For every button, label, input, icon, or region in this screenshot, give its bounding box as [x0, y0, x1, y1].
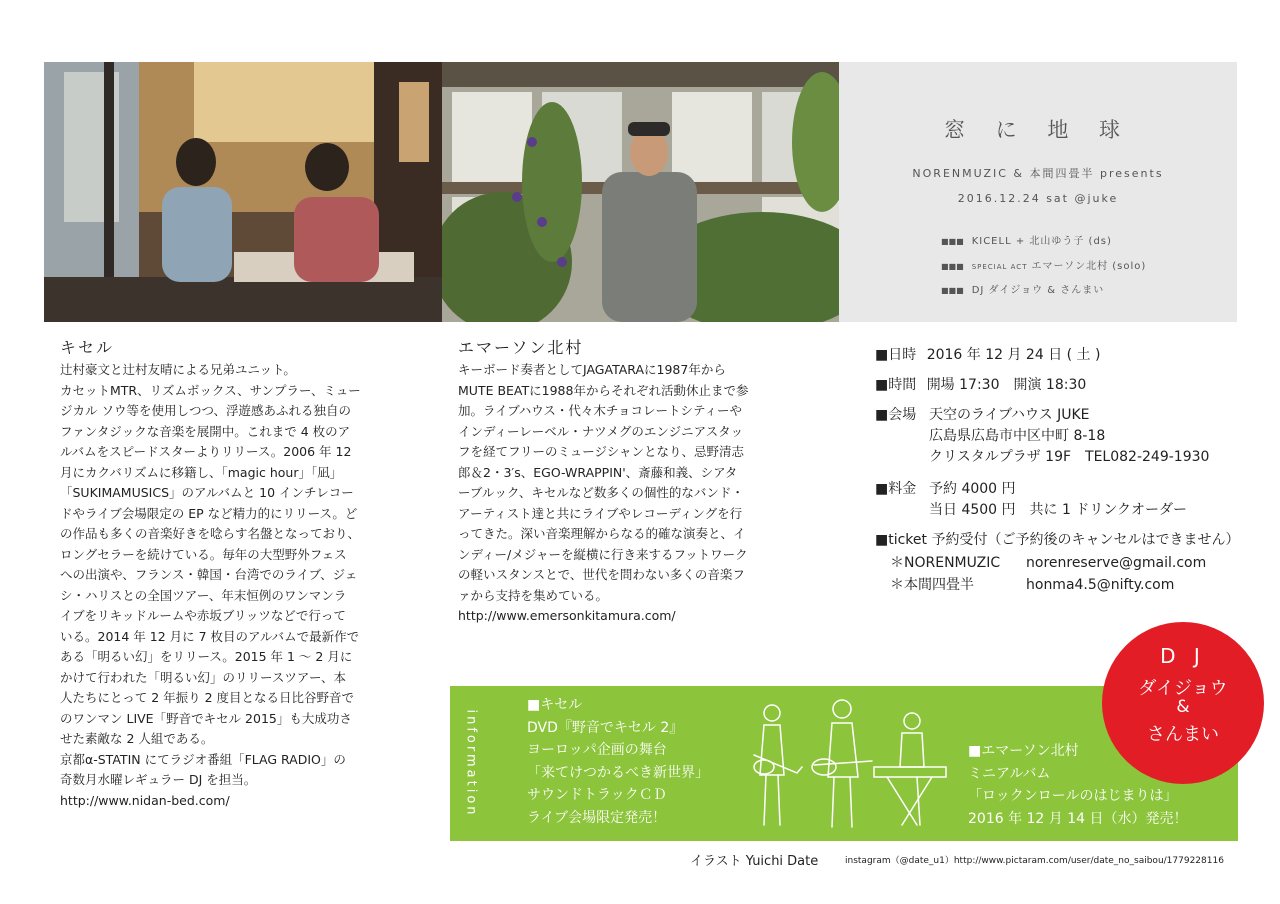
emerson-bio-line: http://www.emersonkitamura.com/ [458, 608, 676, 623]
kicell-heading: キセル [60, 338, 115, 357]
lineup-item [941, 281, 1104, 296]
ticket-contact-name: ＊NORENMUZIC [890, 555, 1001, 571]
kicell-bio-line: 京都α-STATIN にてラジオ番組「FLAG RADIO」の [60, 751, 346, 767]
dj-title: D J [1160, 644, 1206, 668]
info-kicell [527, 694, 709, 829]
information-label [453, 686, 489, 841]
kicell-bio-line: のワンマン LIVE「野音でキセル 2015」も大成功さ [60, 710, 352, 726]
kicell-bio-line: ロングセラーを続けている。毎年の大型野外フェス [60, 546, 347, 562]
kicell-bio-line: イブをリキッドルームや赤坂ブリッツなどで行って [60, 608, 346, 623]
emerson-bio-line: キーボード奏者としてJAGATARAに1987年から [458, 362, 726, 377]
lineup-item [941, 257, 1146, 272]
lineup-marker: ■■■ [941, 262, 964, 271]
lineup-act: エマーソン北村 (solo) [1031, 261, 1147, 272]
emerson-bio-line: 加。ライブハウス・代々木チョコレートシティーや [458, 403, 743, 418]
time-value: 開場 17:30 開演 18:30 [926, 377, 1087, 393]
time-label: ■時間 [875, 377, 917, 393]
kicell-bio-line: の作品も多くの音楽好きを唸らす名盤となっており、 [60, 526, 361, 541]
kicell-bio-line: 月にカクバリズムに移籍し、「magic hour」「凪」 [60, 464, 343, 480]
detail-time [875, 375, 1086, 396]
kicell-bio-line: 「SUKIMAMUSICS」のアルバムと 10 インチレコー [60, 485, 354, 500]
lineup-item [941, 232, 1112, 247]
info-emerson-line: ■エマーソン北村 [968, 743, 1079, 759]
price-line: 予約 4000 円 [929, 481, 1016, 497]
kicell-bio-line: ある「明るい幻」をリリース。2015 年 1 ～ 2 月に [60, 649, 353, 664]
ticket-contact [890, 553, 1206, 574]
emerson-bio-line: アーティスト達と共にライブやレコーディングを行 [458, 505, 743, 521]
title-panel [839, 62, 1237, 322]
emerson-bio-line: インディーレーベル・ナツメグのエンジニアスタッ [458, 423, 744, 439]
info-kicell-line: DVD『野音でキセル 2』 [527, 719, 684, 736]
emerson-heading: エマーソン北村 [458, 338, 584, 357]
kicell-photo [44, 62, 442, 322]
emerson-bio-line: 郎＆2・3′s、EGO-WRAPPIN'、斎藤和義、シアタ [458, 464, 738, 480]
ticket-contact [890, 575, 1174, 596]
ticket-contact-name: ＊本間四畳半 [890, 577, 974, 593]
lineup-act: DJ ダイジョウ & さんまい [971, 285, 1105, 296]
info-kicell-line: ■キセル [527, 697, 583, 713]
emerson-bio-line: の軽いスタンスとで、世代を問わない多くの音楽フ [458, 567, 745, 582]
info-kicell-line: 「来てけつかるべき新世界」 [527, 764, 709, 781]
price-line: 当日 4500 円 共に 1 ドリンクオーダー [929, 502, 1188, 518]
info-emerson-line: 2016 年 12 月 14 日（水）発売！ [968, 810, 1188, 827]
detail-date [875, 345, 1100, 366]
date-label: ■日時 [875, 347, 917, 363]
emerson-bio-line: MUTE BEATに1988年からそれぞれ活動休止まで参 [458, 382, 749, 398]
detail-price-label: ■料金 [875, 481, 917, 497]
kicell-bio-line: への出演や、フランス・韓国・台湾でのライブ、ジェ [60, 567, 358, 582]
lineup-marker: ■■■ [941, 237, 964, 246]
emerson-bio-line: ーブルック、キセルなど数多くの個性的なバンド・ [458, 485, 744, 500]
event-title: 窓 に 地 球 [943, 118, 1133, 142]
lineup-prefix: SPECIAL ACT [971, 263, 1028, 271]
venue-line: 広島県広島市中区中町 8-18 [929, 428, 1106, 444]
information-label-text: information [463, 709, 479, 818]
kicell-bio-line: カセットMTR、リズムボックス、サンプラー、ミュー [60, 382, 361, 398]
kicell-bio-line: かけて行われた「明るい幻」のリリースツアー、本 [60, 669, 347, 685]
info-kicell-line: ライブ会場限定発売！ [527, 809, 667, 826]
ticket-contact-email[interactable]: norenreserve@gmail.com [1026, 555, 1207, 571]
kicell-bio-line: 奇数月水曜レギュラー DJ を担当。 [60, 772, 257, 787]
kicell-bio [60, 360, 361, 811]
date-value: 2016 年 12 月 24 日 ( 土 ) [926, 347, 1101, 363]
emerson-bio-line: ってきた。深い音楽理解からなる的確な演奏と、イ [458, 526, 746, 541]
ticket-line: ■ticket 予約受付（ご予約後のキャンセルはできません） [875, 532, 1240, 548]
presenters: NORENMUZIC & 本間四畳半 presents [912, 167, 1164, 180]
emerson-bio-line: ァから支持を集めている。 [458, 587, 609, 603]
kicell-bio-line: ドやライブ会場限定の EP など精力的にリリース。ど [60, 505, 358, 521]
emerson-bio-line: ンディー/メジャーを縦横に行き来するフットワーク [458, 546, 748, 562]
instagram-credit[interactable]: instagram（@date_u1）http://www.pictaram.com/user/date_no_saibou/1779228116 [845, 856, 1224, 866]
band-illustration [742, 695, 952, 835]
lineup-marker: ■■■ [941, 286, 964, 295]
emerson-photo [442, 62, 839, 322]
detail-venue-label: ■会場 [875, 407, 917, 423]
event-date-venue: 2016.12.24 sat @juke [957, 192, 1119, 205]
info-kicell-line: ヨーロッパ企画の舞台 [527, 742, 667, 758]
kicell-bio-line: せた素敵な 2 人組である。 [60, 731, 214, 746]
kicell-bio-line: ルバムをスピードスターよりリリース。2006 年 12 [60, 444, 352, 459]
emerson-bio [458, 360, 748, 627]
info-emerson-line: 「ロックンロールのはじまりは」 [968, 788, 1178, 804]
ticket-contact-email[interactable]: honma4.5@nifty.com [1026, 577, 1175, 593]
lineup-act: KICELL + 北山ゆう子 (ds) [971, 236, 1112, 247]
kicell-bio-line: ファンタジックな音楽を展開中。これまで 4 枚のア [60, 423, 351, 439]
emerson-bio-line: フを経てフリーのミュージシャンとなり、忌野清志 [458, 444, 744, 459]
detail-venue [929, 405, 1209, 468]
illustration-credit: イラスト Yuichi Date [690, 854, 819, 869]
kicell-bio-line: ジカル ソウ等を使用しつつ、浮遊感あふれる独自の [60, 403, 351, 418]
info-emerson-line: ミニアルバム [968, 765, 1051, 782]
kicell-bio-line: 辻村豪文と辻村友晴による兄弟ユニット。 [60, 362, 296, 377]
info-kicell-line: サウンドトラックＣＤ [527, 787, 667, 803]
kicell-bio-line: http://www.nidan-bed.com/ [60, 792, 230, 808]
dj-name-2: さんまい [1147, 724, 1219, 745]
venue-line: クリスタルプラザ 19F TEL082-249-1930 [929, 449, 1210, 465]
dj-badge [1102, 622, 1264, 784]
kicell-bio-line: シ・ハリスとの全国ツアー、年末恒例のワンマンラ [60, 587, 347, 603]
kicell-bio-line: 人たちにとって 2 年振り 2 度目となる日比谷野音で [60, 690, 355, 705]
kicell-bio-line: いる。2014 年 12 月に 7 枚目のアルバムで最新作で [60, 628, 360, 644]
dj-name-1: ダイジョウ [1138, 678, 1228, 699]
dj-ampersand: & [1176, 697, 1190, 717]
detail-price [929, 479, 1187, 521]
venue-line: 天空のライブハウス JUKE [929, 407, 1090, 423]
